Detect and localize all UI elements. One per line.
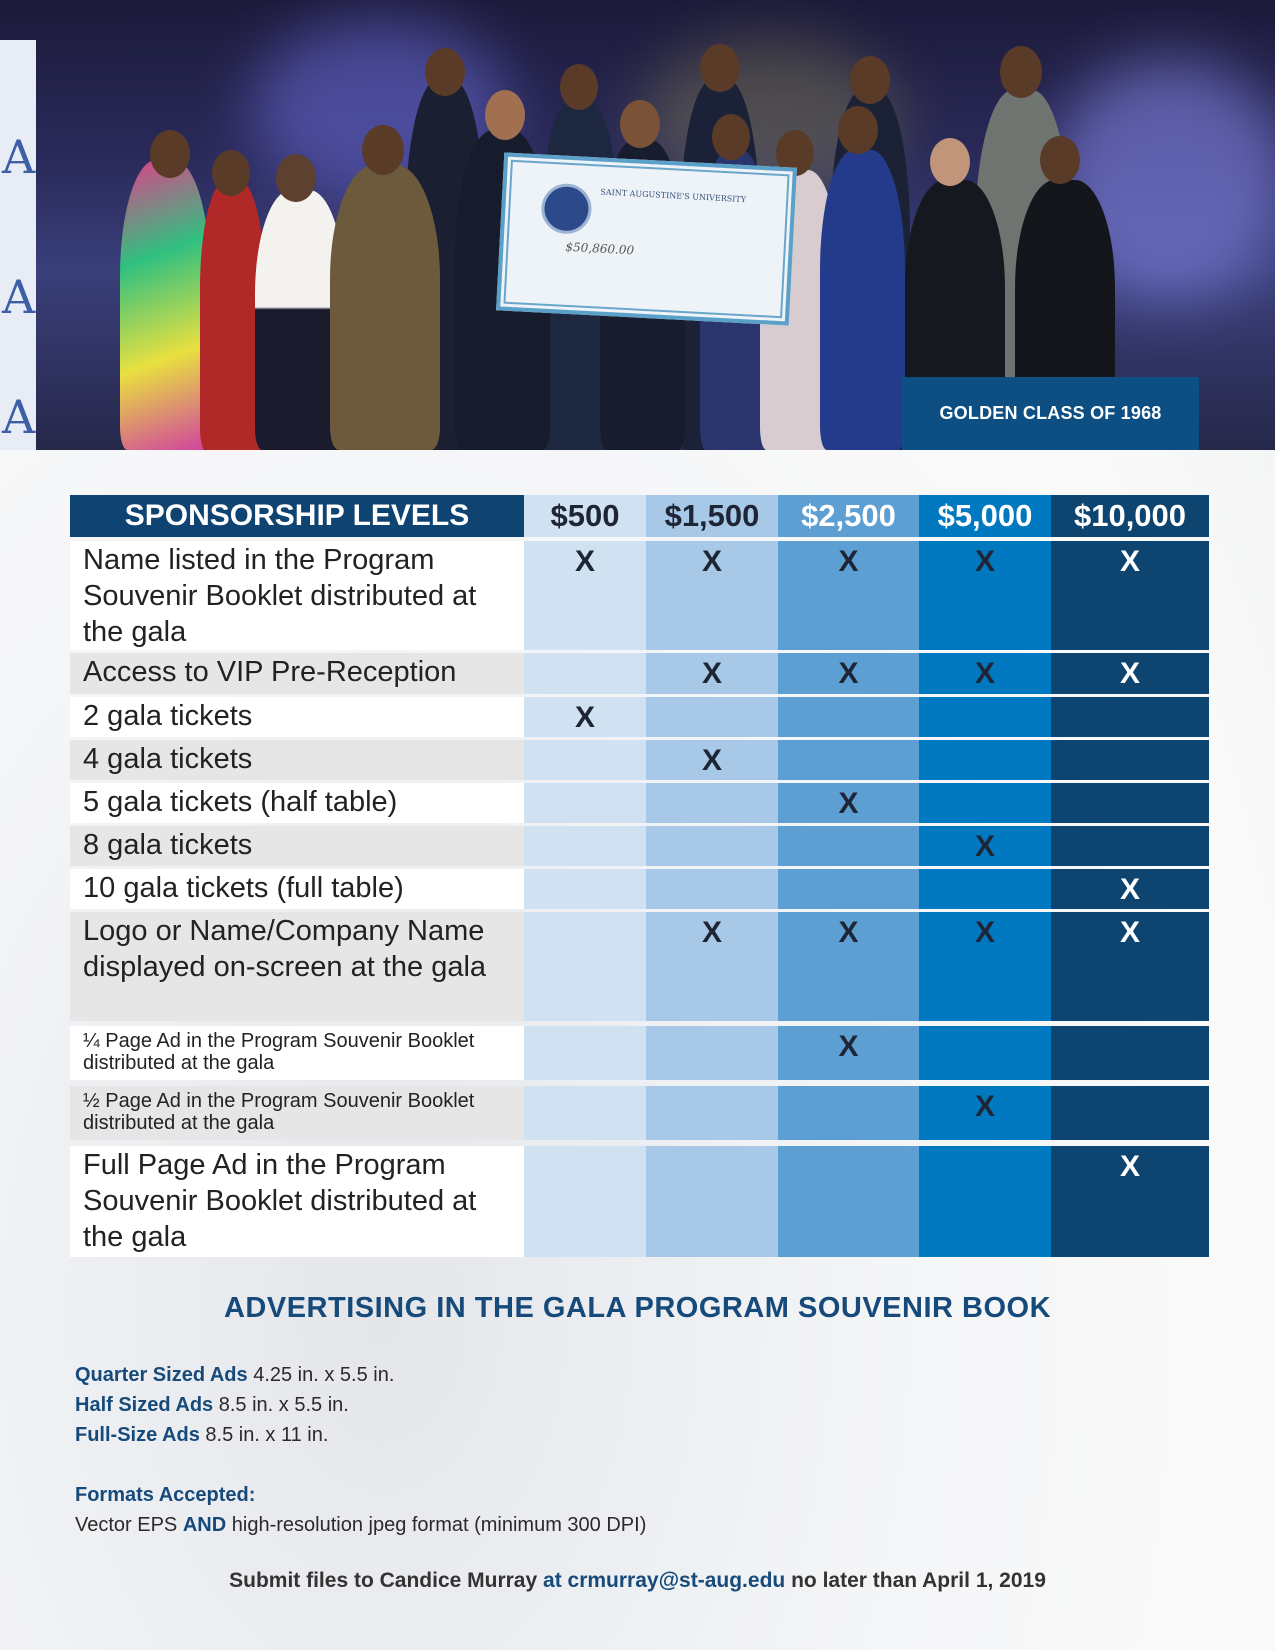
included-mark: X: [974, 545, 995, 578]
included-mark: X: [1119, 657, 1140, 690]
level-cell: [1051, 783, 1209, 823]
table-row: [70, 541, 1209, 650]
level-cell: [646, 912, 778, 1021]
photo-caption: GOLDEN CLASS OF 1968: [902, 377, 1199, 450]
person-head: [620, 100, 660, 148]
formats-text: [75, 1510, 646, 1540]
level-cell: [524, 912, 646, 1021]
ad-size-item: [75, 1420, 394, 1450]
person-head: [838, 106, 878, 154]
level-cell: [919, 912, 1051, 1021]
included-mark: X: [974, 830, 995, 863]
level-cell: [919, 783, 1051, 823]
benefit-label: Full Page Ad in the Program Souvenir Booklet distributed at the gala: [70, 1146, 524, 1257]
ad-size-dims: 8.5 in. x 11 in.: [205, 1424, 329, 1446]
person-head: [212, 150, 250, 196]
table-row: [70, 869, 1209, 909]
event-photo: [0, 0, 1275, 450]
person-head: [1040, 136, 1080, 184]
level-cell: [1051, 541, 1209, 650]
benefit-label: 2 gala tickets: [70, 697, 524, 737]
person-head: [712, 114, 750, 160]
level-cell: [1051, 653, 1209, 694]
person-head: [485, 90, 525, 140]
person-head: [276, 154, 316, 202]
person-head: [560, 64, 598, 110]
formats-label: Formats Accepted:: [75, 1484, 256, 1506]
level-cell: [919, 1146, 1051, 1257]
included-mark: X: [1119, 1150, 1140, 1183]
level-header: $500: [524, 495, 646, 537]
formats-and: AND: [182, 1514, 227, 1536]
ad-size-item: [75, 1360, 394, 1390]
level-header: $2,500: [778, 495, 919, 537]
level-cell: [778, 740, 919, 780]
level-cell: [778, 1086, 919, 1140]
ad-size-name: Full-Size Ads: [75, 1424, 200, 1446]
table-row: [70, 1146, 1209, 1257]
table-row: [70, 740, 1209, 780]
gala-banner: A A A: [0, 40, 36, 450]
level-cell: [778, 912, 919, 1021]
level-cell: [778, 1146, 919, 1257]
level-cell: [646, 826, 778, 866]
level-header: $10,000: [1051, 495, 1209, 537]
level-cell: [524, 740, 646, 780]
included-mark: X: [701, 545, 722, 578]
included-mark: X: [974, 1090, 995, 1123]
benefit-label: 5 gala tickets (half table): [70, 783, 524, 823]
benefit-label: 4 gala tickets: [70, 740, 524, 780]
person-head: [930, 138, 970, 186]
level-header: $1,500: [646, 495, 778, 537]
level-cell: [646, 541, 778, 650]
person-head: [700, 44, 740, 92]
included-mark: X: [701, 657, 722, 690]
level-cell: [646, 783, 778, 823]
person: [820, 150, 905, 450]
person: [120, 160, 210, 450]
level-cell: [919, 869, 1051, 909]
level-cell: [646, 653, 778, 694]
level-cell: [919, 653, 1051, 694]
level-cell: [1051, 869, 1209, 909]
ad-size-item: [75, 1390, 394, 1420]
level-cell: [778, 783, 919, 823]
included-mark: X: [838, 1030, 859, 1063]
level-cell: [778, 1026, 919, 1080]
submit-pre: Submit files to Candice Murray: [229, 1569, 538, 1592]
level-cell: [1051, 740, 1209, 780]
level-cell: [1051, 826, 1209, 866]
included-mark: X: [1119, 545, 1140, 578]
person-head: [150, 130, 190, 178]
level-cell: [1051, 697, 1209, 737]
university-seal-icon: [540, 182, 593, 235]
table-row: [70, 1026, 1209, 1080]
formats-section: [75, 1480, 646, 1540]
ad-size-dims: 4.25 in. x 5.5 in.: [253, 1364, 395, 1386]
submit-instructions: [0, 1569, 1275, 1593]
level-cell: [1051, 1146, 1209, 1257]
level-cell: [1051, 1026, 1209, 1080]
included-mark: X: [1119, 873, 1140, 906]
table-row: [70, 783, 1209, 823]
level-cell: [919, 826, 1051, 866]
level-cell: [919, 541, 1051, 650]
level-cell: [646, 869, 778, 909]
level-cell: [1051, 912, 1209, 1021]
level-cell: [524, 1026, 646, 1080]
benefit-label: Logo or Name/Company Name displayed on-screen at the gala: [70, 912, 524, 1021]
level-cell: [919, 1086, 1051, 1140]
person-head: [1000, 46, 1042, 98]
table-row: [70, 653, 1209, 694]
benefit-label: Name listed in the Program Souvenir Booklet distributed at the gala: [70, 541, 524, 650]
check-university: SAINT AUGUSTINE'S UNIVERSITY: [600, 187, 747, 205]
ad-size-dims: 8.5 in. x 5.5 in.: [218, 1394, 349, 1416]
formats-pre: Vector EPS: [75, 1514, 178, 1536]
table-row: [70, 826, 1209, 866]
level-cell: [524, 1146, 646, 1257]
included-mark: X: [838, 916, 859, 949]
person-head: [425, 48, 465, 96]
table-header-title: SPONSORSHIP LEVELS: [70, 495, 524, 537]
level-cell: [919, 1026, 1051, 1080]
ad-size-name: Half Sized Ads: [75, 1394, 214, 1416]
level-cell: [646, 740, 778, 780]
table-row: [70, 912, 1209, 1021]
level-cell: [646, 1146, 778, 1257]
level-cell: [778, 826, 919, 866]
level-cell: [524, 783, 646, 823]
level-cell: [646, 697, 778, 737]
table-row: [70, 1086, 1209, 1140]
level-cell: [778, 653, 919, 694]
person: [330, 165, 440, 450]
level-header: $5,000: [919, 495, 1051, 537]
included-mark: X: [838, 787, 859, 820]
included-mark: X: [838, 657, 859, 690]
included-mark: X: [701, 744, 722, 777]
level-cell: [524, 697, 646, 737]
level-cell: [646, 1086, 778, 1140]
level-cell: [919, 740, 1051, 780]
benefit-label: ¼ Page Ad in the Program Souvenir Booklet distributed at the gala: [70, 1026, 524, 1080]
level-cell: [646, 1026, 778, 1080]
included-mark: X: [701, 916, 722, 949]
level-cell: [778, 697, 919, 737]
person-head: [362, 125, 404, 175]
advertising-title: ADVERTISING IN THE GALA PROGRAM SOUVENIR BOOK: [223, 1292, 1052, 1324]
benefit-label: Access to VIP Pre-Reception: [70, 653, 524, 694]
level-cell: [524, 826, 646, 866]
level-cell: [919, 697, 1051, 737]
ad-sizes-list: [75, 1360, 394, 1450]
benefit-label: 10 gala tickets (full table): [70, 869, 524, 909]
included-mark: X: [574, 545, 595, 578]
table-row: [70, 697, 1209, 737]
check-amount: $50,860.00: [565, 239, 635, 258]
formats-post: high-resolution jpeg format (minimum 300 DPI): [231, 1514, 647, 1536]
level-cell: [1051, 1086, 1209, 1140]
level-cell: [524, 653, 646, 694]
level-cell: [524, 1086, 646, 1140]
benefit-label: ½ Page Ad in the Program Souvenir Booklet distributed at the gala: [70, 1086, 524, 1140]
level-cell: [524, 869, 646, 909]
included-mark: X: [574, 701, 595, 734]
included-mark: X: [1119, 916, 1140, 949]
level-cell: [778, 541, 919, 650]
ceremonial-check: [496, 152, 797, 325]
ad-size-name: Quarter Sized Ads: [75, 1364, 248, 1386]
level-cell: [778, 869, 919, 909]
submit-deadline: no later than April 1, 2019: [791, 1569, 1046, 1592]
included-mark: X: [974, 657, 995, 690]
level-cell: [524, 541, 646, 650]
benefit-label: 8 gala tickets: [70, 826, 524, 866]
table-header-row: [70, 495, 1209, 537]
included-mark: X: [974, 916, 995, 949]
included-mark: X: [838, 545, 859, 578]
person-head: [850, 56, 890, 104]
submit-email[interactable]: at crmurray@st-aug.edu: [543, 1569, 786, 1592]
